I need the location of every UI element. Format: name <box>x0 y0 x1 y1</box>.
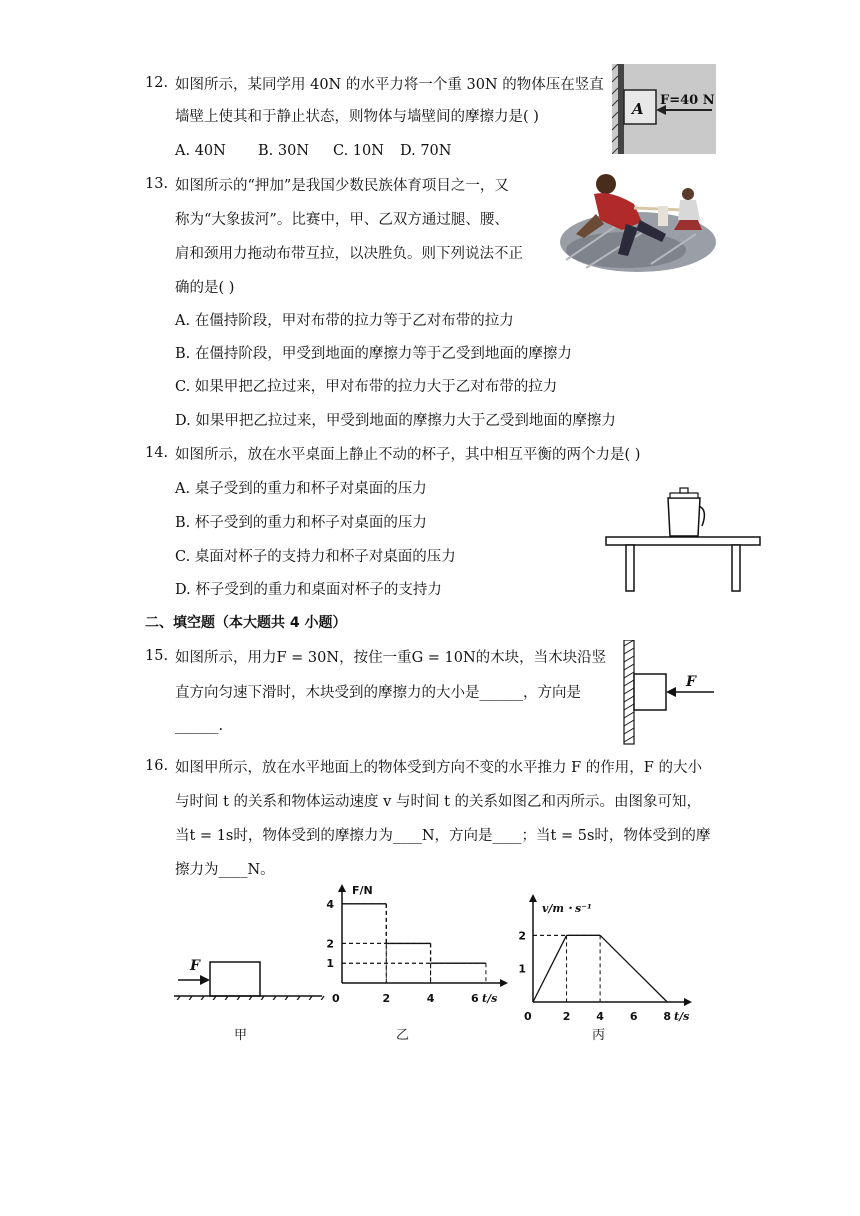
origin-label: 0 <box>524 1010 532 1023</box>
wood-block <box>634 674 666 710</box>
question-text-line: 如图所示，用力F = 30N，按住一重G = 10N的木块，当木块沿竖 <box>175 650 607 666</box>
option-c: C. 10N <box>333 143 384 159</box>
question-text-line: 肩和颈用力拖动布带互拉，以决胜负。则下列说法不正 <box>175 246 523 262</box>
question-text-line: ______. <box>175 718 224 734</box>
wall-block-figure <box>618 640 716 746</box>
question-text-line: 确的是( ) <box>175 280 235 296</box>
question-text-line: 称为“大象拔河”。比赛中，甲、乙双方通过腿、腰、 <box>175 212 509 228</box>
question-number: 16. <box>145 758 169 774</box>
option-b: B. 在僵持阶段，甲受到地面的摩擦力等于乙受到地面的摩擦力 <box>175 346 572 362</box>
cup-on-table-figure <box>600 486 766 596</box>
wall-block-figure <box>612 64 716 154</box>
chart-force-time <box>322 880 512 1030</box>
box-object <box>210 962 260 996</box>
question-text-line: 当t = 1s时，物体受到的摩擦力为____N，方向是____；当t = 5s时，物体受到的摩 <box>175 828 711 844</box>
x-tick-label: 4 <box>426 992 435 1005</box>
option-a: A. 40N <box>175 143 226 159</box>
question-number: 13. <box>145 176 169 192</box>
force-label: F <box>686 674 696 690</box>
figure-caption: 丙 <box>592 1028 606 1043</box>
y-axis-label: v/m・s⁻¹ <box>542 902 592 915</box>
table-leg <box>732 545 740 591</box>
x-tick-label: 4 <box>596 1010 604 1023</box>
question-text-line: 直方向匀速下滑时，木块受到的摩擦力的大小是______，方向是 <box>175 685 581 701</box>
section-heading: 二、填空题（本大题共 4 小题） <box>145 615 347 631</box>
question-text-line: 如图所示的“押加”是我国少数民族体育项目之一，又 <box>175 178 509 194</box>
question-number: 14. <box>145 445 169 461</box>
question-text-line: 如图所示，某同学用 40N 的水平力将一个重 30N 的物体压在竖直 <box>175 77 604 93</box>
figure-jia <box>170 950 330 1000</box>
x-tick-label: 8 <box>663 1010 672 1023</box>
question-text-line: 如图甲所示，放在水平地面上的物体受到方向不变的水平推力 F 的作用，F 的大小 <box>175 760 702 776</box>
y-axis-label: F/N <box>352 884 373 897</box>
chart-velocity-time <box>516 890 696 1030</box>
y-tick-label: 1 <box>326 957 334 971</box>
x-axis-label: t/s <box>674 1010 690 1023</box>
question-text-line: 如图所示，放在水平桌面上静止不动的杯子，其中相互平衡的两个力是( ) <box>175 447 641 463</box>
y-tick-label: 4 <box>326 897 334 911</box>
question-number: 15. <box>145 648 169 664</box>
question-text-line: 墙壁上使其和于静止状态，则物体与墙壁间的摩擦力是( ) <box>175 109 539 125</box>
force-label: F=40 N <box>660 93 715 108</box>
y-tick-label: 2 <box>326 937 334 951</box>
option-a: A. 桌子受到的重力和杯子对桌面的压力 <box>175 481 427 497</box>
force-label: F <box>190 958 200 974</box>
x-axis-label: t/s <box>482 992 498 1005</box>
cup <box>668 498 700 536</box>
option-c: C. 桌面对杯子的支持力和杯子对桌面的压力 <box>175 549 456 565</box>
question-text-line: 擦力为____N。 <box>175 862 275 878</box>
y-tick-label: 1 <box>518 962 526 976</box>
option-b: B. 杯子受到的重力和杯子对桌面的压力 <box>175 515 427 531</box>
y-tick-label: 2 <box>518 929 526 943</box>
question-number: 12. <box>145 75 169 91</box>
option-d: D. 杯子受到的重力和桌面对杯子的支持力 <box>175 582 442 598</box>
block-label: A <box>632 100 644 118</box>
x-tick-label: 6 <box>629 1010 638 1023</box>
figure-caption: 乙 <box>396 1028 410 1043</box>
table-leg <box>626 545 634 591</box>
series-segment <box>600 935 667 1002</box>
series-segment <box>533 935 567 1002</box>
option-c: C. 如果甲把乙拉过来，甲对布带的拉力大于乙对布带的拉力 <box>175 379 558 395</box>
origin-label: 0 <box>332 992 340 1005</box>
option-d: D. 70N <box>400 143 452 159</box>
x-tick-label: 6 <box>471 992 479 1005</box>
option-b: B. 30N <box>258 143 310 159</box>
x-tick-label: 2 <box>562 1010 571 1023</box>
option-d: D. 如果甲把乙拉过来，甲受到地面的摩擦力大于乙受到地面的摩擦力 <box>175 413 616 429</box>
x-tick-label: 2 <box>382 992 391 1005</box>
figure-caption: 甲 <box>234 1028 248 1043</box>
question-text-line: 与时间 t 的关系和物体运动速度 v 与时间 t 的关系如图乙和丙所示。由图象可知， <box>175 794 701 810</box>
tug-of-war-photo <box>556 164 716 274</box>
option-a: A. 在僵持阶段，甲对布带的拉力等于乙对布带的拉力 <box>175 313 514 329</box>
table-top <box>606 537 760 545</box>
